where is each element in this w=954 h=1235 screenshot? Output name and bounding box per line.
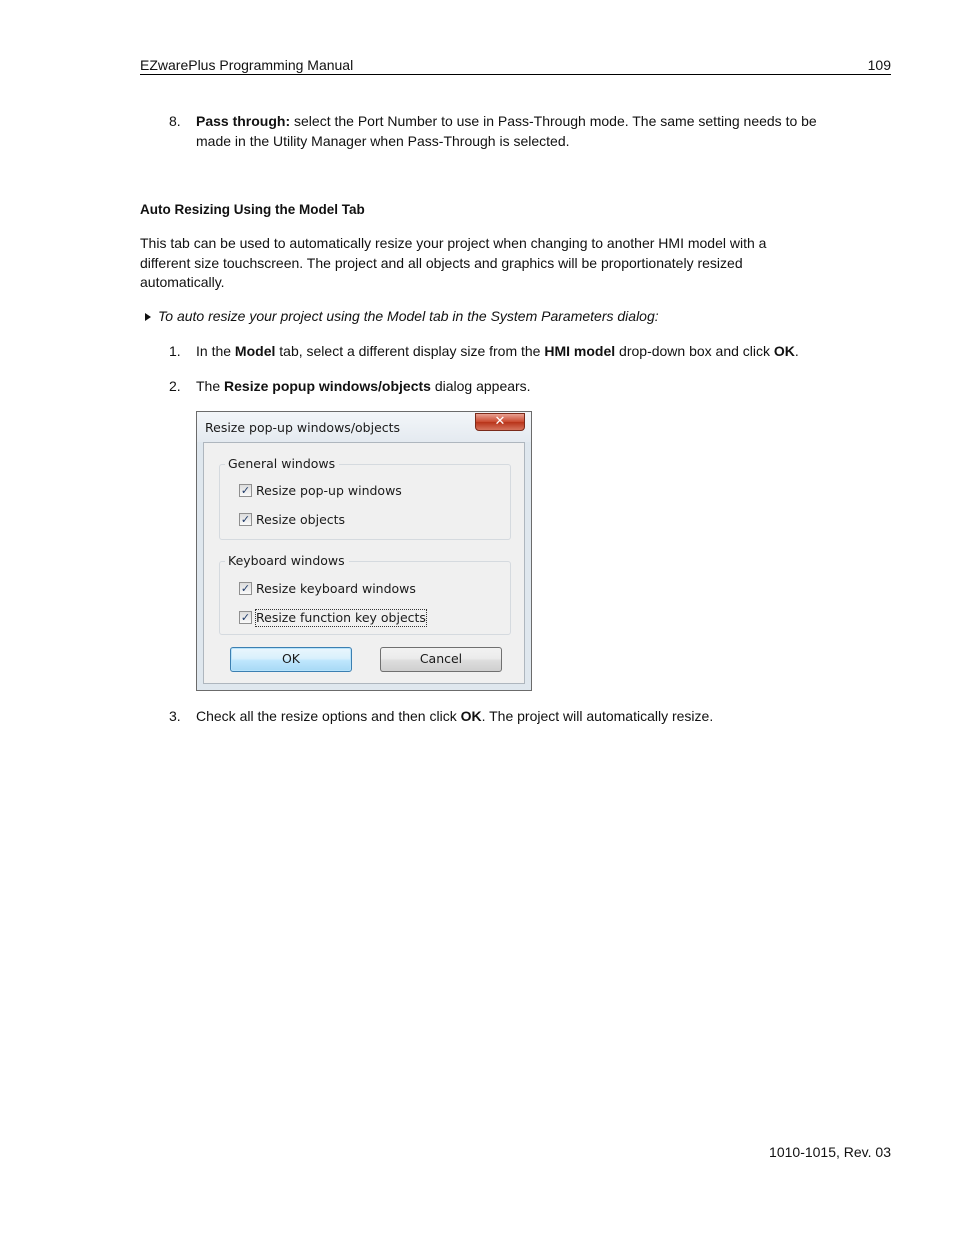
resize-popup-windows-checkbox[interactable]: [239, 484, 252, 497]
checkmark-icon: ✓: [240, 582, 251, 595]
step-3-number: 3.: [169, 708, 181, 724]
dialog-body: [203, 442, 525, 684]
intro-line-3: automatically.: [140, 274, 225, 290]
step-2-part-1: The: [196, 378, 225, 394]
page-header: [140, 57, 891, 75]
step-2-number: 2.: [169, 378, 181, 394]
pass-through-term: Pass through:: [196, 113, 291, 129]
section-heading: Auto Resizing Using the Model Tab: [140, 202, 365, 217]
page-number: 109: [867, 57, 891, 73]
resize-popup-windows-label: Resize pop-up windows: [256, 483, 402, 498]
step-8-desc: select the Port Number to use in Pass-Through mode. The same setting needs to be: [290, 113, 817, 129]
step-1-part-1: In the: [196, 343, 235, 359]
model-term: Model: [234, 343, 276, 359]
step-1-text: [196, 342, 856, 362]
dialog-name-term: Resize popup windows/objects: [224, 378, 431, 394]
resize-objects-label: Resize objects: [256, 512, 346, 527]
intro-line-1: This tab can be used to automatically resize your project when changing to another HMI model with a: [140, 235, 767, 251]
step-8-number: 8.: [169, 113, 181, 129]
step-3-part-1: Check all the resize options and then click: [196, 708, 461, 724]
step-1-part-3: drop-down box and click: [615, 343, 774, 359]
procedure-heading: [145, 307, 659, 327]
step-8-line-2: made in the Utility Manager when Pass-Through is selected.: [196, 132, 570, 149]
resize-keyboard-windows-checkbox[interactable]: [239, 582, 252, 595]
resize-dialog: [196, 411, 532, 691]
step-1-part-2: tab, select a different display size from the: [275, 343, 545, 359]
dialog-titlebar: [197, 412, 531, 442]
hmi-model-term: HMI model: [544, 343, 616, 359]
general-windows-group: [219, 456, 511, 540]
step-1-part-4: .: [794, 343, 799, 359]
step-3-text: [196, 707, 856, 727]
cancel-button[interactable]: Cancel: [380, 647, 502, 672]
close-button[interactable]: [475, 413, 525, 431]
resize-keyboard-windows-label: Resize keyboard windows: [256, 581, 416, 596]
keyboard-windows-legend: Keyboard windows: [225, 552, 349, 570]
step-3-part-2: . The project will automatically resize.: [481, 708, 714, 724]
ok-button[interactable]: OK: [230, 647, 352, 672]
step-8-text: [196, 112, 836, 151]
resize-objects-checkbox[interactable]: [239, 513, 252, 526]
checkmark-icon: ✓: [240, 611, 251, 624]
resize-function-key-objects-checkbox[interactable]: [239, 611, 252, 624]
step-2-text: [196, 377, 856, 397]
checkmark-icon: ✓: [240, 484, 251, 497]
ok-term: OK: [773, 343, 795, 359]
resize-function-key-objects-label: Resize function key objects: [256, 610, 426, 625]
close-icon: ✕: [494, 414, 506, 429]
triangle-bullet-icon: [145, 313, 151, 321]
step-1-number: 1.: [169, 343, 181, 359]
dialog-title: Resize pop-up windows/objects: [205, 420, 401, 435]
keyboard-windows-group: [219, 553, 511, 635]
checkmark-icon: ✓: [240, 513, 251, 526]
intro-paragraph: [140, 234, 840, 293]
step-8-line-1: [196, 112, 836, 132]
manual-title: EZwarePlus Programming Manual: [140, 57, 354, 73]
intro-line-2: different size touchscreen. The project and all objects and graphics will be proportionately resized: [140, 254, 743, 271]
document-number: 1010-1015, Rev. 03: [769, 1144, 891, 1160]
step-2-part-2: dialog appears.: [430, 378, 531, 394]
procedure-text: To auto resize your project using the Model tab in the System Parameters dialog:: [158, 308, 659, 324]
general-windows-legend: General windows: [225, 455, 339, 473]
ok-term: OK: [460, 708, 482, 724]
